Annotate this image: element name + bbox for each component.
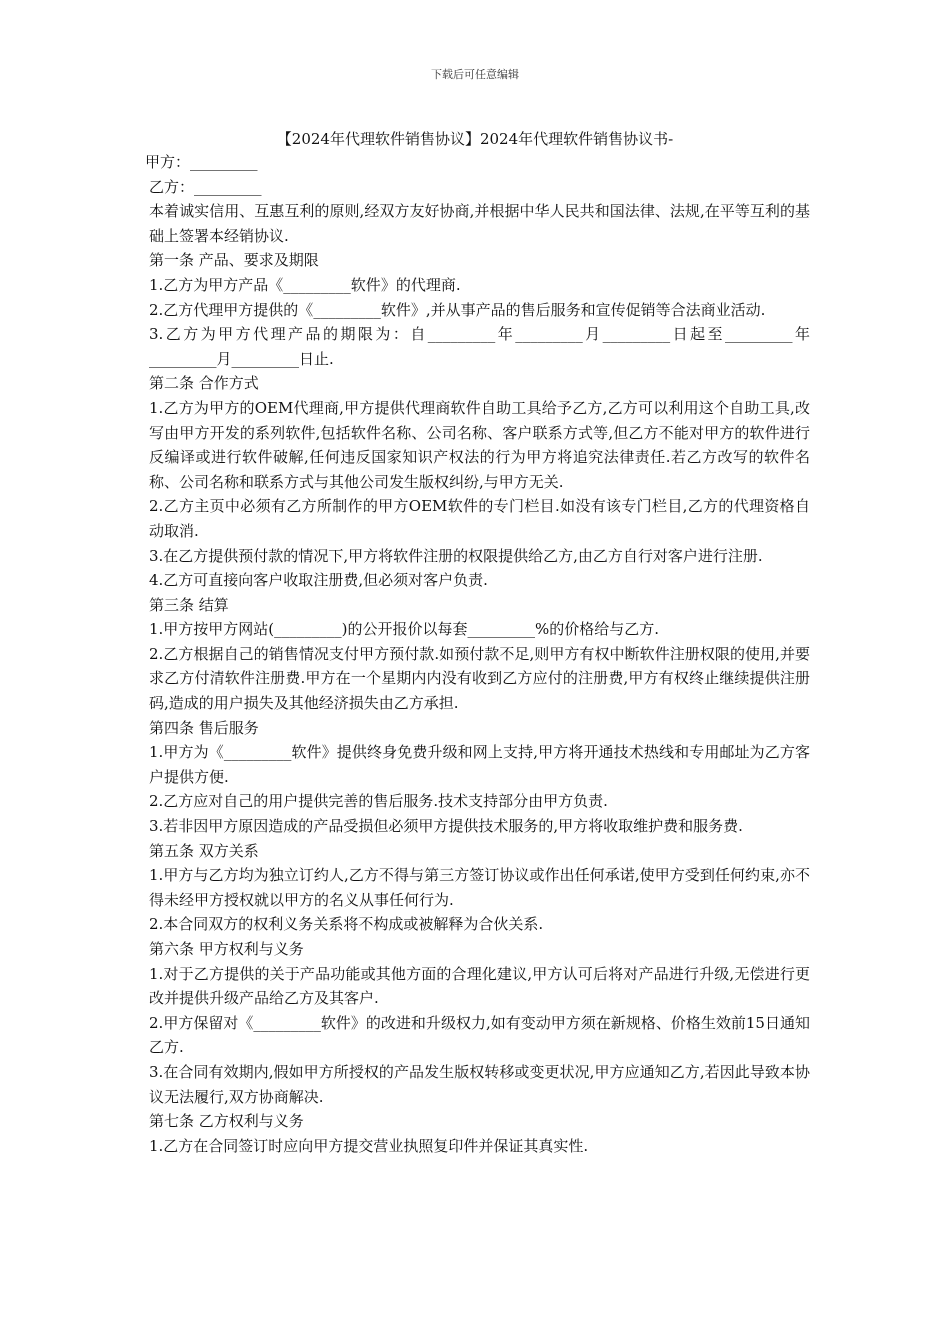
- clause-paragraph: 1.乙方为甲方产品《_________软件》的代理商.: [149, 275, 461, 294]
- clause-paragraph: 2.乙方主页中必须有乙方所制作的甲方OEM软件的专门栏目.如没有该专门栏目,乙方的代理资格自动取消.: [149, 497, 810, 540]
- clause-paragraph: 1.甲方为《_________软件》提供终身免费升级和网上支持,甲方将开通技术热线和专用邮址为乙方客户提供方便.: [149, 743, 810, 786]
- clause-paragraph: 2.本合同双方的权利义务关系将不构成或被解释为合伙关系.: [149, 915, 544, 934]
- clause-paragraph: 3.在乙方提供预付款的情况下,甲方将软件注册的权限提供给乙方,由乙方自行对客户进行注册.: [149, 546, 763, 565]
- document-title: 【2024年代理软件销售协议】2024年代理软件销售协议书-: [276, 130, 674, 148]
- clause-paragraph: 3.在合同有效期内,假如甲方所授权的产品发生版权转移或变更状况,甲方应通知乙方,若因此导致本协议无法履行,双方协商解决.: [149, 1062, 810, 1106]
- article-heading: 第六条 甲方权利与义务: [149, 940, 304, 958]
- clause-paragraph: 2.乙方根据自己的销售情况支付甲方预付款.如预付款不足,则甲方有权中断软件注册权限的使用,并要求乙方付清软件注册费.甲方在一个星期内内没有收到乙方应付的注册费,甲方有权终止继续提供注册码,造成的用户损失及其他经济损失由乙方承担.: [149, 644, 810, 713]
- clause-paragraph: 1.乙方在合同签订时应向甲方提交营业执照复印件并保证其真实性.: [149, 1136, 589, 1155]
- clause-paragraph: 1.对于乙方提供的关于产品功能或其他方面的合理化建议,甲方认可后将对产品进行升级,无偿进行更改并提供升级产品给乙方及其客户.: [149, 964, 810, 1008]
- clause-paragraph: 3.若非因甲方原因造成的产品受损但必须甲方提供技术服务的,甲方将收取维护费和服务费.: [149, 817, 743, 836]
- party-a-line: 甲方：_________: [145, 153, 258, 171]
- article-heading: 第三条 结算: [149, 595, 229, 614]
- clause-paragraph: 2.乙方代理甲方提供的《_________软件》,并从事产品的售后服务和宣传促销等合法商业活动.: [149, 300, 766, 319]
- article-heading: 第七条 乙方权利与义务: [149, 1112, 304, 1131]
- article-heading: 第四条 售后服务: [149, 718, 259, 737]
- article-heading: 第一条 产品、要求及期限: [149, 251, 319, 270]
- clause-paragraph: 1.甲方与乙方均为独立订约人,乙方不得与第三方签订协议或作出任何承诺,使甲方受到任何约束,亦不得未经甲方授权就以甲方的名义从事任何行为.: [149, 866, 810, 909]
- clause-paragraph: 4.乙方可直接向客户收取注册费,但必须对客户负责.: [149, 571, 488, 590]
- article-heading: 第五条 双方关系: [149, 841, 259, 860]
- clause-paragraph: 1.乙方为甲方的OEM代理商,甲方提供代理商软件自助工具给予乙方,乙方可以利用这个自助工具,改写由甲方开发的系列软件,包括软件名称、公司名称、客户联系方式等,但乙方不能对甲方的软件进行反编译或进行软件破解,任何违反国家知识产权法的行为甲方将追究法律责任.若乙方改写的软件名称、公司名称和联系方式与其他公司发生版权纠纷,与甲方无关.: [149, 398, 810, 491]
- clause-paragraph: 2.乙方应对自己的用户提供完善的售后服务.技术支持部分由甲方负责.: [149, 792, 608, 811]
- clause-paragraph: 3.乙方为甲方代理产品的期限为：自_________年_________月_________日起至_________年_________月_________日止.: [149, 325, 810, 368]
- clause-paragraph: 2.甲方保留对《_________软件》的改进和升级权力,如有变动甲方须在新规格、价格生效前15日通知乙方.: [149, 1013, 810, 1057]
- document-body: [145, 150, 810, 1158]
- preamble-paragraph: 本着诚实信用、互惠互利的原则,经双方友好协商,并根据中华人民共和国法律、法规,在平等互利的基础上签署本经销协议.: [149, 202, 810, 245]
- party-b-line: 乙方：_________: [149, 177, 262, 196]
- article-heading: 第二条 合作方式: [149, 374, 259, 393]
- clause-paragraph: 1.甲方按甲方网站(_________)的公开报价以每套_________%的价格给与乙方.: [149, 620, 660, 639]
- header-note: 下载后可任意编辑: [431, 68, 519, 81]
